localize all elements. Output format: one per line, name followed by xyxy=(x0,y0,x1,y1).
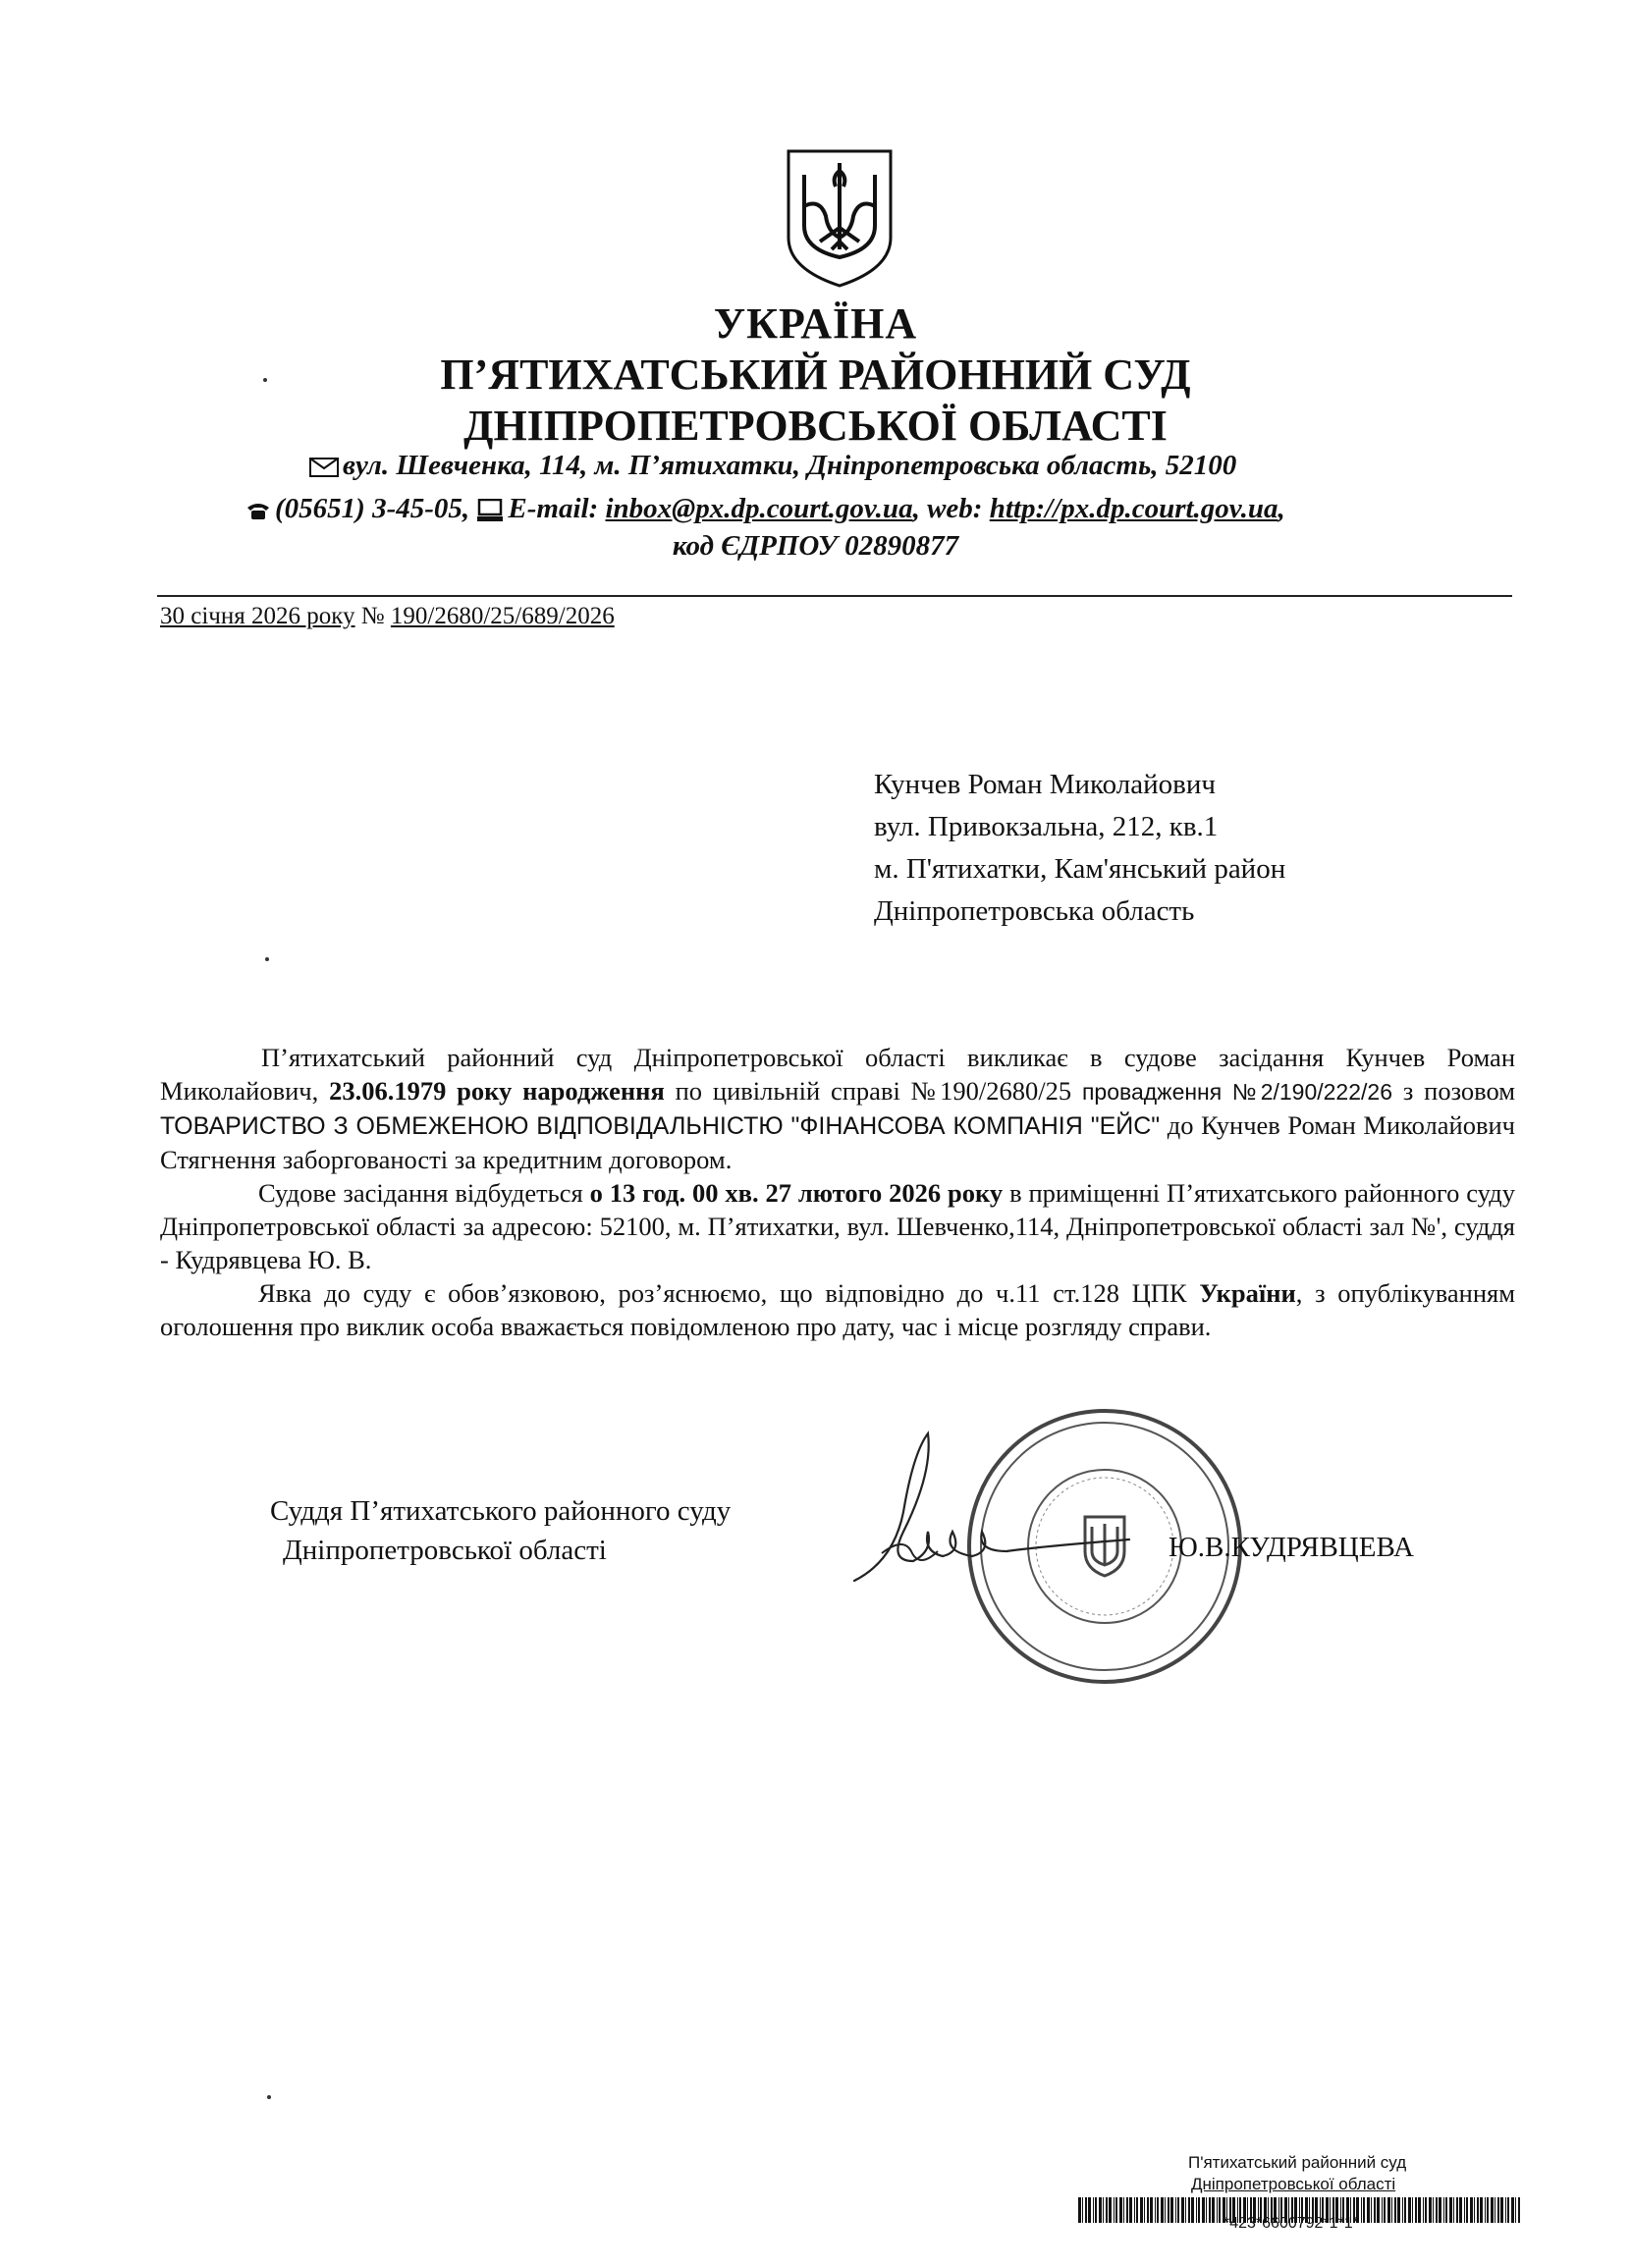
barcode-bar xyxy=(1181,2197,1184,2223)
p2-hearing-time: о 13 год. 00 хв. 27 лютого 2026 року xyxy=(589,1178,1004,1208)
barcode-bar xyxy=(1459,2197,1462,2223)
barcode-bar xyxy=(1470,2197,1473,2223)
coat-of-arms-icon xyxy=(781,147,898,290)
document-reference xyxy=(160,603,615,630)
barcode-bar xyxy=(1123,2197,1124,2223)
barcode-bar xyxy=(1515,2197,1516,2223)
barcode-bar xyxy=(1507,2197,1509,2223)
document-number: 190/2680/25/689/2026 xyxy=(390,603,615,629)
barcode-bar xyxy=(1140,2197,1143,2223)
barcode-bar xyxy=(1147,2197,1149,2223)
barcode-bar xyxy=(1168,2197,1169,2223)
email-link[interactable]: inbox@px.dp.court.gov.ua xyxy=(605,493,913,524)
barcode-bar xyxy=(1161,2197,1164,2223)
barcode-bar xyxy=(1367,2197,1370,2223)
barcode-bar xyxy=(1397,2197,1400,2223)
barcode-bar xyxy=(1217,2197,1218,2223)
p2-text-a: Судове засідання відбудеться xyxy=(258,1178,590,1208)
header-edrpou: код ЄДРПОУ 02890877 xyxy=(672,530,959,562)
phone-text: (05651) 3-45-05, xyxy=(275,493,470,524)
barcode-bar xyxy=(1445,2197,1447,2223)
scan-speck xyxy=(267,2095,271,2099)
number-label: № xyxy=(360,603,385,629)
barcode-bar xyxy=(1518,2197,1520,2223)
barcode-bar xyxy=(1212,2197,1215,2223)
web-suffix: , xyxy=(1278,493,1285,524)
barcode-bar xyxy=(1119,2197,1122,2223)
barcode-bar xyxy=(1144,2197,1145,2223)
barcode-bar xyxy=(1188,2197,1190,2223)
barcode-bar xyxy=(1374,2197,1376,2223)
barcode-bar xyxy=(1196,2197,1197,2223)
barcode-bar xyxy=(1402,2197,1403,2223)
barcode-bar xyxy=(1099,2197,1102,2223)
barcode-bar xyxy=(1439,2197,1441,2223)
barcode-bar xyxy=(1206,2197,1207,2223)
barcode-text: *423*6600792*1*1* xyxy=(1223,2215,1359,2232)
barcode-bar xyxy=(1088,2197,1091,2223)
barcode-bar xyxy=(1219,2197,1221,2223)
web-link[interactable]: http://px.dp.court.gov.ua xyxy=(989,493,1278,524)
barcode-bar xyxy=(1085,2197,1087,2223)
barcode-bar xyxy=(1377,2197,1380,2223)
barcode-bar xyxy=(1202,2197,1205,2223)
barcode-bar xyxy=(1408,2197,1411,2223)
barcode-bar xyxy=(1115,2197,1117,2223)
barcode-bar xyxy=(1511,2197,1514,2223)
header-address xyxy=(309,450,1236,482)
phone-icon xyxy=(245,500,271,521)
recipient-name: Кунчев Роман Миколайович xyxy=(874,769,1216,800)
paragraph-summons xyxy=(160,1041,1515,1176)
barcode-bar xyxy=(1466,2197,1468,2223)
email-label: E-mail: xyxy=(508,493,599,524)
scan-speck xyxy=(265,957,269,961)
barcode-bar xyxy=(1497,2197,1499,2223)
computer-icon xyxy=(476,499,504,522)
barcode-bar xyxy=(1474,2197,1475,2223)
barcode-bar xyxy=(1185,2197,1186,2223)
barcode-bar xyxy=(1078,2197,1081,2223)
barcode-bar xyxy=(1114,2197,1115,2223)
p1-proceeding: провадження №2/190/222/26 xyxy=(1081,1079,1392,1105)
header-contacts xyxy=(245,493,1285,525)
header-region: ДНІПРОПЕТРОВСЬКОЇ ОБЛАСТІ xyxy=(463,402,1168,450)
p1-text-c: по цивільній справі №190/2680/25 xyxy=(664,1076,1082,1106)
barcode-bar xyxy=(1477,2197,1479,2223)
barcode-bar xyxy=(1456,2197,1458,2223)
p1-text-a: П’ятихатський районний суд Дніпропетровської області викликає в судове засідання Кунчев Роман Миколайович, xyxy=(160,1043,1515,1106)
barcode-bar xyxy=(1404,2197,1406,2223)
recipient-street: вул. Привокзальна, 212, кв.1 xyxy=(874,811,1219,842)
barcode-bar xyxy=(1382,2197,1383,2223)
barcode-bar xyxy=(1361,2197,1362,2223)
p1-text-e: з позовом xyxy=(1392,1076,1515,1106)
barcode-bar xyxy=(1170,2197,1173,2223)
barcode-bar xyxy=(1500,2197,1503,2223)
handwritten-signature xyxy=(835,1414,1149,1600)
paragraph-hearing xyxy=(160,1176,1515,1276)
barcode-bar xyxy=(1082,2197,1083,2223)
p3-country: України xyxy=(1199,1278,1296,1308)
barcode-bar xyxy=(1412,2197,1413,2223)
barcode-bar xyxy=(1485,2197,1486,2223)
p1-birthdate: 23.06.1979 року народження xyxy=(329,1076,665,1106)
barcode-bar xyxy=(1175,2197,1176,2223)
barcode-bar xyxy=(1136,2197,1138,2223)
barcode-bar xyxy=(1433,2197,1434,2223)
header-divider xyxy=(157,595,1512,597)
barcode-bar xyxy=(1387,2197,1390,2223)
p3-text-c: , з опублікуванням оголошення про виклик особа вважається повідомленою про дату, час і місце розгляду справи. xyxy=(160,1278,1515,1341)
barcode-bar xyxy=(1095,2197,1097,2223)
p2-text-c: в приміщенні П’ятихатського районного суду Дніпропетровської області за адресою: 52100, м. П’ятихатки, вул. Шевченко,114, Дніпропетровської області зал №', суддя - Кудрявцева Ю. В. xyxy=(160,1178,1515,1274)
barcode-bar xyxy=(1209,2197,1211,2223)
barcode-bar xyxy=(1093,2197,1094,2223)
barcode-bar xyxy=(1157,2197,1159,2223)
barcode-bar xyxy=(1363,2197,1365,2223)
paragraph-attendance xyxy=(160,1276,1515,1343)
barcode-bar xyxy=(1384,2197,1386,2223)
header-court-name: П’ЯТИХАТСЬКИЙ РАЙОННИЙ СУД xyxy=(440,351,1191,399)
signature-title-line1: Суддя П’ятихатського районного суду xyxy=(270,1495,732,1527)
barcode-bar xyxy=(1371,2197,1372,2223)
p1-plaintiff: ТОВАРИСТВО З ОБМЕЖЕНОЮ ВІДПОВІДАЛЬНІСТЮ "ФІНАНСОВА КОМПАНІЯ "ЕЙС" xyxy=(160,1112,1161,1140)
barcode-bar xyxy=(1198,2197,1200,2223)
barcode-bar xyxy=(1464,2197,1465,2223)
barcode-bar xyxy=(1391,2197,1392,2223)
barcode-bar xyxy=(1415,2197,1417,2223)
barcode-bar xyxy=(1106,2197,1108,2223)
web-label: , web: xyxy=(912,493,983,524)
signature-title-line2: Дніпропетровської області xyxy=(283,1535,607,1566)
barcode-bar xyxy=(1453,2197,1454,2223)
barcode-bar xyxy=(1436,2197,1438,2223)
barcode-bar xyxy=(1177,2197,1179,2223)
barcode-bar xyxy=(1150,2197,1153,2223)
judge-name: Ю.В.КУДРЯВЦЕВА xyxy=(1169,1532,1414,1563)
address-text: вул. Шевченка, 114, м. П’ятихатки, Дніпропетровська область, 52100 xyxy=(343,450,1237,481)
barcode-bar xyxy=(1505,2197,1506,2223)
barcode-bar xyxy=(1134,2197,1135,2223)
barcode-bar xyxy=(1429,2197,1432,2223)
barcode-bar xyxy=(1487,2197,1489,2223)
barcode-bar xyxy=(1394,2197,1396,2223)
scan-speck xyxy=(263,378,267,382)
recipient-city: м. П'ятихатки, Кам'янський район xyxy=(874,853,1286,885)
footer-region: Дніпропетровської області xyxy=(1191,2175,1396,2193)
barcode-bar xyxy=(1109,2197,1112,2223)
recipient-oblast: Дніпропетровська область xyxy=(874,895,1195,927)
barcode-bar xyxy=(1423,2197,1424,2223)
barcode-bar xyxy=(1126,2197,1128,2223)
footer-court-name: П'ятихатський районний суд xyxy=(1188,2153,1407,2172)
barcode-bar xyxy=(1129,2197,1132,2223)
barcode-bar xyxy=(1155,2197,1156,2223)
barcode-bar xyxy=(1443,2197,1444,2223)
barcode-bar xyxy=(1480,2197,1483,2223)
barcode-bar xyxy=(1449,2197,1452,2223)
envelope-icon xyxy=(309,458,339,477)
barcode-bar xyxy=(1165,2197,1166,2223)
header-country: УКРАЇНА xyxy=(713,299,918,348)
barcode-bar xyxy=(1191,2197,1194,2223)
p1-text-g: до Кунчев Роман Миколайович Стягнення заборгованості за кредитним договором. xyxy=(160,1110,1515,1174)
barcode-bar xyxy=(1425,2197,1427,2223)
barcode-bar xyxy=(1491,2197,1494,2223)
barcode-bar xyxy=(1418,2197,1421,2223)
document-date: 30 січня 2026 року xyxy=(160,603,355,629)
summons-body xyxy=(160,1041,1515,1343)
barcode-bar xyxy=(1103,2197,1104,2223)
p3-text-a: Явка до суду є обов’язковою, роз’яснюємо, що відповідно до ч.11 ст.128 ЦПК xyxy=(258,1278,1200,1308)
